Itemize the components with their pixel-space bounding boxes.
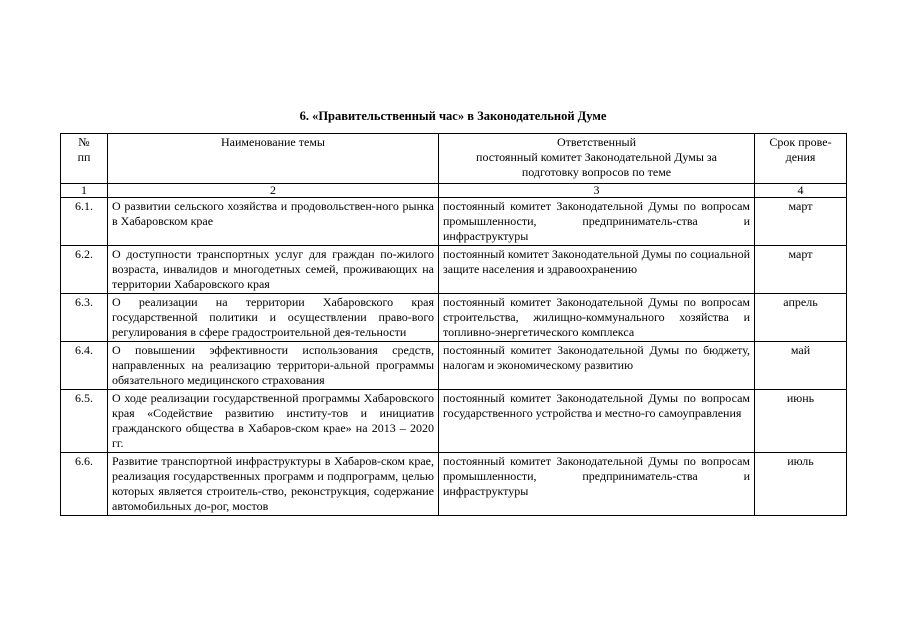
row-responsible: постоянный комитет Законодательной Думы по вопросам промышленности, предприниматель-ства и инфраструктуры (439, 198, 755, 246)
column-number-row (61, 184, 847, 198)
row-responsible: постоянный комитет Законодательной Думы по вопросам государственного устройства и местно-го самоуправления (439, 390, 755, 453)
row-topic: О реализации на территории Хабаровского края государственной политики и осуществлении право-вого регулирования в сфере градостроительной дея-тельности (108, 294, 439, 342)
header-no: № пп (61, 134, 108, 184)
table-header-row (61, 134, 847, 184)
column-number: 4 (755, 184, 847, 198)
table-row (61, 390, 847, 453)
row-term: июнь (755, 390, 847, 453)
row-number: 6.6. (61, 453, 108, 516)
government-hour-table (60, 133, 847, 516)
row-number: 6.2. (61, 246, 108, 294)
section-title: 6. «Правительственный час» в Законодательной Думе (299, 109, 607, 123)
column-number: 3 (439, 184, 755, 198)
row-term: март (755, 246, 847, 294)
row-responsible: постоянный комитет Законодательной Думы по бюджету, налогам и экономическому развитию (439, 342, 755, 390)
row-responsible: постоянный комитет Законодательной Думы по социальной защите населения и здравоохранению (439, 246, 755, 294)
row-topic: О повышении эффективности использования средств, направленных на реализацию территори-альной программы обязательного медицинского страхования (108, 342, 439, 390)
header-topic: Наименование темы (108, 134, 439, 184)
row-number: 6.5. (61, 390, 108, 453)
row-term: май (755, 342, 847, 390)
header-responsible: Ответственный постоянный комитет Законодательной Думы за подготовку вопросов по теме (439, 134, 755, 184)
row-topic: О ходе реализации государственной программы Хабаровского края «Содействие развитию институ-тов и инициатив гражданского общества в Хабаров-ском крае» на 2013 – 2020 гг. (108, 390, 439, 453)
row-number: 6.1. (61, 198, 108, 246)
row-term: март (755, 198, 847, 246)
table-row (61, 246, 847, 294)
row-responsible: постоянный комитет Законодательной Думы по вопросам строительства, жилищно-коммунального хозяйства и топливно-энергетического комплекса (439, 294, 755, 342)
row-topic: О доступности транспортных услуг для граждан по-жилого возраста, инвалидов и многодетных семей, проживающих на территории Хабаровского края (108, 246, 439, 294)
column-number: 2 (108, 184, 439, 198)
table-row (61, 342, 847, 390)
table-row (61, 198, 847, 246)
row-number: 6.4. (61, 342, 108, 390)
row-topic: О развитии сельского хозяйства и продовольствен-ного рынка в Хабаровском крае (108, 198, 439, 246)
row-term: июль (755, 453, 847, 516)
table-row (61, 453, 847, 516)
row-responsible: постоянный комитет Законодательной Думы по вопросам промышленности, предприниматель-ства и инфраструктуры (439, 453, 755, 516)
row-number: 6.3. (61, 294, 108, 342)
row-term: апрель (755, 294, 847, 342)
row-topic: Развитие транспортной инфраструктуры в Хабаров-ском крае, реализация государственных программ и подпрограмм, целью которых является строитель-ство, реконструкция, содержание автомобильных до-рог, мостов (108, 453, 439, 516)
column-number: 1 (61, 184, 108, 198)
table-row (61, 294, 847, 342)
header-term: Срок прове- дения (755, 134, 847, 184)
